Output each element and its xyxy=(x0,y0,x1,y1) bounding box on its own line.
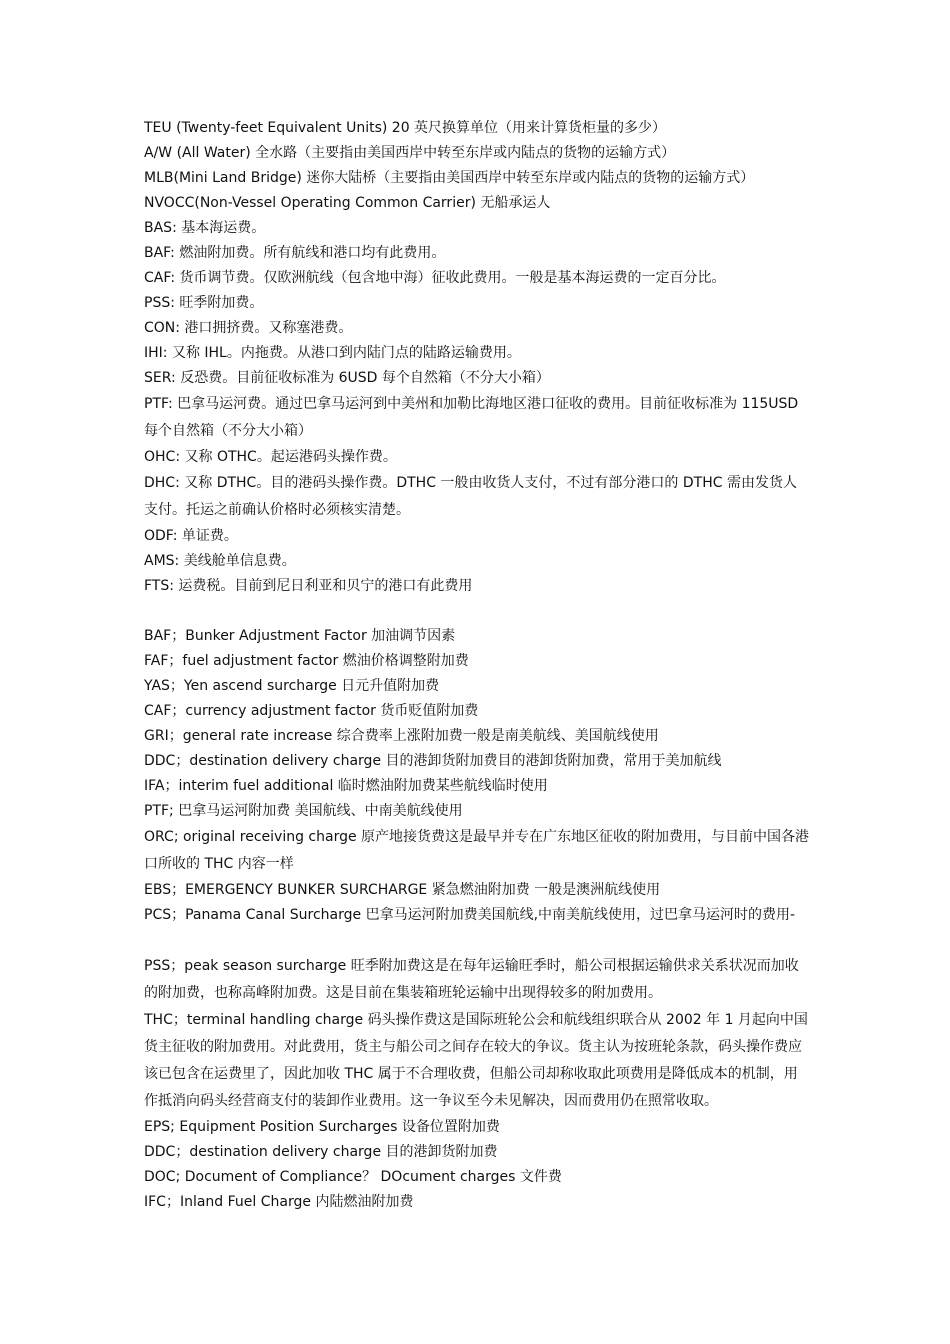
entry-ebs: EBS；EMERGENCY BUNKER SURCHARGE 紧急燃油附加费 一般是澳洲航线使用 xyxy=(144,882,661,898)
entry-teu: TEU (Twenty-feet Equivalent Units) 20 英尺换算单位（用来计算货柜量的多少） xyxy=(144,120,667,136)
entry-ifa: IFA；interim fuel additional 临时燃油附加费某些航线临时使用 xyxy=(144,778,548,794)
entry-caf: CAF: 货币调节费。仅欧洲航线（包含地中海）征收此费用。一般是基本海运费的一定百分比。 xyxy=(144,270,726,286)
section-gap xyxy=(144,928,810,953)
entry-ddc-destination: DDC；destination delivery charge 目的港卸货附加费 xyxy=(144,1144,498,1160)
entry-ihi: IHI: 又称 IHL。内拖费。从港口到内陆门点的陆路运输费用。 xyxy=(144,345,521,361)
entry-fts: FTS: 运费税。目前到尼日利亚和贝宁的港口有此费用 xyxy=(144,578,473,594)
entry-baf-bunker: BAF；Bunker Adjustment Factor 加油调节因素 xyxy=(144,628,456,644)
entry-faf: FAF；fuel adjustment factor 燃油价格调整附加费 xyxy=(144,653,469,669)
entry-pss-peak: PSS；peak season surcharge 旺季附加费这是在每年运输旺季时，船公司根据运输供求关系状况而加收的附加费，也称高峰附加费。这是目前在集装箱班轮运输中出现得较多的附加费用。 xyxy=(144,958,799,1001)
entry-ptf-surcharge: PTF; 巴拿马运河附加费 美国航线、中南美航线使用 xyxy=(144,803,463,819)
entry-caf-currency: CAF；currency adjustment factor 货币贬值附加费 xyxy=(144,703,479,719)
entry-dhc: DHC: 又称 DTHC。目的港码头操作费。DTHC 一般由收货人支付，不过有部分港口的 DTHC 需由发货人支付。托运之前确认价格时必须核实清楚。 xyxy=(144,475,797,518)
entry-thc: THC；terminal handling charge 码头操作费这是国际班轮公会和航线组织联合从 2002 年 1 月起向中国货主征收的附加费用。对此费用，货主与船公司之间存在较大的争议。货主认为按班轮条款，码头操作费应该已包含在运费里了，因此加收 THC 属于不合理收费，但船公司却称收取此项费用是降低成本的机制，用作抵消向码头经营商支付的装卸作业费用。这一争议至今未见解决，因而费用仍在照常收取。 xyxy=(144,1012,808,1109)
entry-ifc: IFC；Inland Fuel Charge 内陆燃油附加费 xyxy=(144,1194,414,1210)
entry-pcs: PCS；Panama Canal Surcharge 巴拿马运河附加费美国航线,中南美航线使用，过巴拿马运河时的费用- xyxy=(144,907,796,923)
entry-eps: EPS; Equipment Position Surcharges 设备位置附加费 xyxy=(144,1119,500,1135)
entry-bas: BAS: 基本海运费。 xyxy=(144,220,266,236)
entry-aw: A/W (All Water) 全水路（主要指由美国西岸中转至东岸或内陆点的货物的运输方式） xyxy=(144,145,676,161)
entry-odf: ODF: 单证费。 xyxy=(144,528,238,544)
entry-ser: SER: 反恐费。目前征收标准为 6USD 每个自然箱（不分大小箱） xyxy=(144,370,550,386)
entry-nvocc: NVOCC(Non-Vessel Operating Common Carrier) 无船承运人 xyxy=(144,195,551,211)
entry-gri: GRI；general rate increase 综合费率上涨附加费一般是南美航线、美国航线使用 xyxy=(144,728,659,744)
entry-ddc: DDC；destination delivery charge 目的港卸货附加费目的港卸货附加费，常用于美加航线 xyxy=(144,753,722,769)
entry-mlb: MLB(Mini Land Bridge) 迷你大陆桥（主要指由美国西岸中转至东岸或内陆点的货物的运输方式） xyxy=(144,170,755,186)
entry-ohc: OHC: 又称 OTHC。起运港码头操作费。 xyxy=(144,449,397,465)
entry-orc: ORC; original receiving charge 原产地接货费这是最早并专在广东地区征收的附加费用，与目前中国各港口所收的 THC 内容一样 xyxy=(144,829,810,872)
entry-yas: YAS；Yen ascend surcharge 日元升值附加费 xyxy=(144,678,440,694)
section-gap xyxy=(144,599,810,624)
entry-baf: BAF: 燃油附加费。所有航线和港口均有此费用。 xyxy=(144,245,446,261)
entry-ptf: PTF: 巴拿马运河费。通过巴拿马运河到中美州和加勒比海地区港口征收的费用。目前征收标准为 115USD 每个自然箱（不分大小箱） xyxy=(144,396,799,439)
entry-pss: PSS: 旺季附加费。 xyxy=(144,295,264,311)
entry-ams: AMS: 美线舱单信息费。 xyxy=(144,553,296,569)
entry-doc: DOC; Document of Compliance？ DOcument charges 文件费 xyxy=(144,1169,562,1185)
document-body xyxy=(144,116,810,1215)
entry-con: CON: 港口拥挤费。又称塞港费。 xyxy=(144,320,353,336)
